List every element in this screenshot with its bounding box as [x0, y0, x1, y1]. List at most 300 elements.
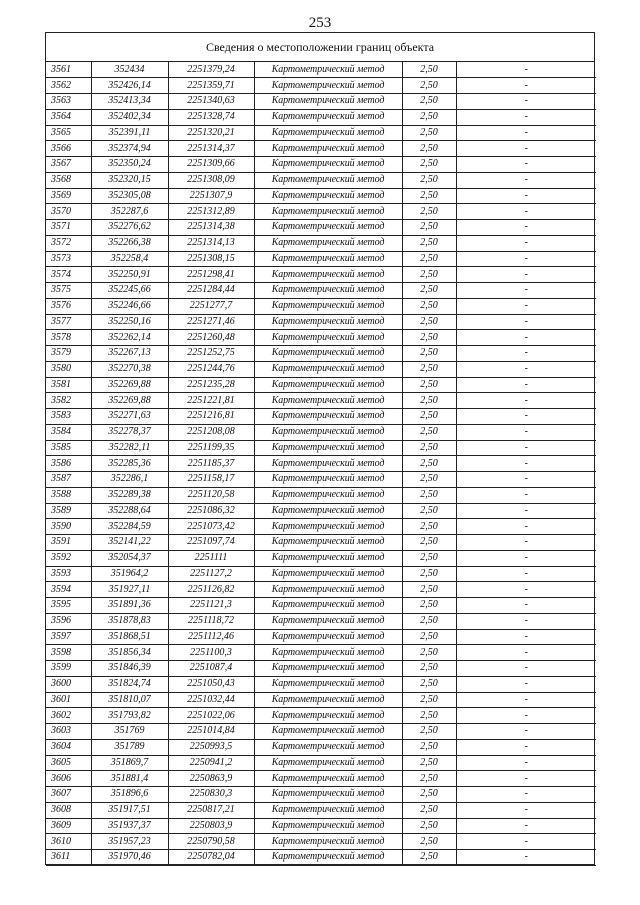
point-number-cell: 3592	[46, 550, 91, 566]
table-row	[46, 472, 596, 488]
method-cell: Картометрический метод	[254, 409, 402, 425]
accuracy-cell: 2,50	[402, 62, 456, 78]
accuracy-cell: 2,50	[402, 172, 456, 188]
point-number-cell: 3565	[46, 125, 91, 141]
table-row	[46, 314, 596, 330]
x-coordinate-cell: 352285,36	[91, 456, 168, 472]
table-row	[46, 283, 596, 299]
description-cell: -	[456, 472, 596, 488]
accuracy-cell: 2,50	[402, 818, 456, 834]
x-coordinate-cell: 352320,15	[91, 172, 168, 188]
point-number-cell: 3594	[46, 582, 91, 598]
method-cell: Картометрический метод	[254, 739, 402, 755]
table-row	[46, 267, 596, 283]
table-row	[46, 251, 596, 267]
accuracy-cell: 2,50	[402, 220, 456, 236]
table-row	[46, 346, 596, 362]
accuracy-cell: 2,50	[402, 503, 456, 519]
table-row	[46, 94, 596, 110]
description-cell: -	[456, 393, 596, 409]
method-cell: Картометрический метод	[254, 188, 402, 204]
accuracy-cell: 2,50	[402, 125, 456, 141]
y-coordinate-cell: 2251111	[168, 550, 254, 566]
point-number-cell: 3569	[46, 188, 91, 204]
point-number-cell: 3567	[46, 157, 91, 173]
x-coordinate-cell: 351793,82	[91, 708, 168, 724]
accuracy-cell: 2,50	[402, 550, 456, 566]
point-number-cell: 3570	[46, 204, 91, 220]
method-cell: Картометрический метод	[254, 346, 402, 362]
x-coordinate-cell: 352402,34	[91, 109, 168, 125]
y-coordinate-cell: 2251271,46	[168, 314, 254, 330]
description-cell: -	[456, 739, 596, 755]
accuracy-cell: 2,50	[402, 582, 456, 598]
method-cell: Картометрический метод	[254, 566, 402, 582]
y-coordinate-cell: 2250817,21	[168, 802, 254, 818]
table-row	[46, 724, 596, 740]
y-coordinate-cell: 2250941,2	[168, 755, 254, 771]
point-number-cell: 3561	[46, 62, 91, 78]
x-coordinate-cell: 352267,13	[91, 346, 168, 362]
accuracy-cell: 2,50	[402, 566, 456, 582]
description-cell: -	[456, 314, 596, 330]
method-cell: Картометрический метод	[254, 204, 402, 220]
point-number-cell: 3581	[46, 377, 91, 393]
method-cell: Картометрический метод	[254, 424, 402, 440]
point-number-cell: 3574	[46, 267, 91, 283]
table-row	[46, 629, 596, 645]
table-row	[46, 755, 596, 771]
point-number-cell: 3568	[46, 172, 91, 188]
method-cell: Картометрический метод	[254, 708, 402, 724]
point-number-cell: 3603	[46, 724, 91, 740]
y-coordinate-cell: 2251100,3	[168, 645, 254, 661]
x-coordinate-cell: 352278,37	[91, 424, 168, 440]
table-row	[46, 566, 596, 582]
method-cell: Картометрический метод	[254, 802, 402, 818]
accuracy-cell: 2,50	[402, 487, 456, 503]
x-coordinate-cell: 352276,62	[91, 220, 168, 236]
method-cell: Картометрический метод	[254, 377, 402, 393]
point-number-cell: 3609	[46, 818, 91, 834]
x-coordinate-cell: 352288,64	[91, 503, 168, 519]
x-coordinate-cell: 352287,6	[91, 204, 168, 220]
description-cell: -	[456, 834, 596, 850]
accuracy-cell: 2,50	[402, 424, 456, 440]
table-row	[46, 141, 596, 157]
y-coordinate-cell: 2251277,7	[168, 298, 254, 314]
description-cell: -	[456, 456, 596, 472]
y-coordinate-cell: 2251216,81	[168, 409, 254, 425]
table-row	[46, 802, 596, 818]
table-row	[46, 424, 596, 440]
method-cell: Картометрический метод	[254, 818, 402, 834]
x-coordinate-cell: 352413,34	[91, 94, 168, 110]
x-coordinate-cell: 351769	[91, 724, 168, 740]
table-row	[46, 692, 596, 708]
y-coordinate-cell: 2251307,9	[168, 188, 254, 204]
point-number-cell: 3572	[46, 235, 91, 251]
method-cell: Картометрический метод	[254, 629, 402, 645]
description-cell: -	[456, 787, 596, 803]
table-row	[46, 188, 596, 204]
x-coordinate-cell: 352350,24	[91, 157, 168, 173]
x-coordinate-cell: 351964,2	[91, 566, 168, 582]
description-cell: -	[456, 850, 596, 866]
point-number-cell: 3596	[46, 613, 91, 629]
x-coordinate-cell: 352434	[91, 62, 168, 78]
x-coordinate-cell: 351957,23	[91, 834, 168, 850]
accuracy-cell: 2,50	[402, 377, 456, 393]
x-coordinate-cell: 351891,36	[91, 598, 168, 614]
description-cell: -	[456, 251, 596, 267]
point-number-cell: 3604	[46, 739, 91, 755]
y-coordinate-cell: 2251314,38	[168, 220, 254, 236]
method-cell: Картометрический метод	[254, 267, 402, 283]
y-coordinate-cell: 2250782,04	[168, 850, 254, 866]
table-row	[46, 456, 596, 472]
x-coordinate-cell: 352374,94	[91, 141, 168, 157]
method-cell: Картометрический метод	[254, 787, 402, 803]
x-coordinate-cell: 352250,91	[91, 267, 168, 283]
y-coordinate-cell: 2251199,35	[168, 440, 254, 456]
method-cell: Картометрический метод	[254, 78, 402, 94]
method-cell: Картометрический метод	[254, 157, 402, 173]
table-row	[46, 739, 596, 755]
point-number-cell: 3595	[46, 598, 91, 614]
table-row	[46, 125, 596, 141]
point-number-cell: 3593	[46, 566, 91, 582]
accuracy-cell: 2,50	[402, 157, 456, 173]
y-coordinate-cell: 2250803,9	[168, 818, 254, 834]
method-cell: Картометрический метод	[254, 724, 402, 740]
x-coordinate-cell: 352426,14	[91, 78, 168, 94]
y-coordinate-cell: 2251158,17	[168, 472, 254, 488]
table-row	[46, 78, 596, 94]
x-coordinate-cell: 352266,38	[91, 235, 168, 251]
y-coordinate-cell: 2251221,81	[168, 393, 254, 409]
description-cell: -	[456, 598, 596, 614]
y-coordinate-cell: 2251309,66	[168, 157, 254, 173]
accuracy-cell: 2,50	[402, 283, 456, 299]
accuracy-cell: 2,50	[402, 94, 456, 110]
y-coordinate-cell: 2251022,06	[168, 708, 254, 724]
point-number-cell: 3602	[46, 708, 91, 724]
coordinates-table-body	[46, 62, 596, 865]
point-number-cell: 3562	[46, 78, 91, 94]
table-row	[46, 661, 596, 677]
description-cell: -	[456, 724, 596, 740]
table-row	[46, 409, 596, 425]
point-number-cell: 3580	[46, 361, 91, 377]
accuracy-cell: 2,50	[402, 519, 456, 535]
description-cell: -	[456, 582, 596, 598]
description-cell: -	[456, 487, 596, 503]
description-cell: -	[456, 566, 596, 582]
accuracy-cell: 2,50	[402, 834, 456, 850]
x-coordinate-cell: 351789	[91, 739, 168, 755]
x-coordinate-cell: 352246,66	[91, 298, 168, 314]
y-coordinate-cell: 2251121,3	[168, 598, 254, 614]
x-coordinate-cell: 351868,51	[91, 629, 168, 645]
y-coordinate-cell: 2251127,2	[168, 566, 254, 582]
point-number-cell: 3587	[46, 472, 91, 488]
accuracy-cell: 2,50	[402, 755, 456, 771]
description-cell: -	[456, 818, 596, 834]
description-cell: -	[456, 330, 596, 346]
x-coordinate-cell: 352282,11	[91, 440, 168, 456]
method-cell: Картометрический метод	[254, 109, 402, 125]
method-cell: Картометрический метод	[254, 676, 402, 692]
x-coordinate-cell: 352250,16	[91, 314, 168, 330]
point-number-cell: 3579	[46, 346, 91, 362]
table-row	[46, 787, 596, 803]
accuracy-cell: 2,50	[402, 724, 456, 740]
description-cell: -	[456, 409, 596, 425]
point-number-cell: 3605	[46, 755, 91, 771]
description-cell: -	[456, 267, 596, 283]
accuracy-cell: 2,50	[402, 251, 456, 267]
method-cell: Картометрический метод	[254, 251, 402, 267]
method-cell: Картометрический метод	[254, 598, 402, 614]
y-coordinate-cell: 2251340,63	[168, 94, 254, 110]
method-cell: Картометрический метод	[254, 692, 402, 708]
y-coordinate-cell: 2251244,76	[168, 361, 254, 377]
description-cell: -	[456, 204, 596, 220]
description-cell: -	[456, 503, 596, 519]
accuracy-cell: 2,50	[402, 472, 456, 488]
point-number-cell: 3601	[46, 692, 91, 708]
y-coordinate-cell: 2250863,9	[168, 771, 254, 787]
x-coordinate-cell: 352269,88	[91, 393, 168, 409]
x-coordinate-cell: 352054,37	[91, 550, 168, 566]
x-coordinate-cell: 351937,37	[91, 818, 168, 834]
accuracy-cell: 2,50	[402, 267, 456, 283]
description-cell: -	[456, 141, 596, 157]
x-coordinate-cell: 352269,88	[91, 377, 168, 393]
point-number-cell: 3610	[46, 834, 91, 850]
method-cell: Картометрический метод	[254, 314, 402, 330]
method-cell: Картометрический метод	[254, 834, 402, 850]
description-cell: -	[456, 235, 596, 251]
x-coordinate-cell: 351917,51	[91, 802, 168, 818]
table-row	[46, 582, 596, 598]
point-number-cell: 3598	[46, 645, 91, 661]
accuracy-cell: 2,50	[402, 78, 456, 94]
method-cell: Картометрический метод	[254, 519, 402, 535]
y-coordinate-cell: 2251284,44	[168, 283, 254, 299]
table-row	[46, 708, 596, 724]
accuracy-cell: 2,50	[402, 141, 456, 157]
description-cell: -	[456, 802, 596, 818]
y-coordinate-cell: 2251050,43	[168, 676, 254, 692]
table-row	[46, 440, 596, 456]
y-coordinate-cell: 2251320,21	[168, 125, 254, 141]
method-cell: Картометрический метод	[254, 330, 402, 346]
accuracy-cell: 2,50	[402, 802, 456, 818]
point-number-cell: 3571	[46, 220, 91, 236]
point-number-cell: 3577	[46, 314, 91, 330]
description-cell: -	[456, 377, 596, 393]
x-coordinate-cell: 351810,07	[91, 692, 168, 708]
page-number: 253	[308, 15, 332, 31]
x-coordinate-cell: 352305,08	[91, 188, 168, 204]
accuracy-cell: 2,50	[402, 409, 456, 425]
description-cell: -	[456, 62, 596, 78]
description-cell: -	[456, 613, 596, 629]
y-coordinate-cell: 2251185,37	[168, 456, 254, 472]
method-cell: Картометрический метод	[254, 456, 402, 472]
table-row	[46, 503, 596, 519]
point-number-cell: 3590	[46, 519, 91, 535]
accuracy-cell: 2,50	[402, 235, 456, 251]
description-cell: -	[456, 550, 596, 566]
table-row	[46, 377, 596, 393]
description-cell: -	[456, 692, 596, 708]
description-cell: -	[456, 157, 596, 173]
method-cell: Картометрический метод	[254, 503, 402, 519]
accuracy-cell: 2,50	[402, 708, 456, 724]
accuracy-cell: 2,50	[402, 298, 456, 314]
point-number-cell: 3584	[46, 424, 91, 440]
method-cell: Картометрический метод	[254, 440, 402, 456]
accuracy-cell: 2,50	[402, 393, 456, 409]
y-coordinate-cell: 2251260,48	[168, 330, 254, 346]
table-row	[46, 204, 596, 220]
point-number-cell: 3611	[46, 850, 91, 866]
x-coordinate-cell: 351927,11	[91, 582, 168, 598]
accuracy-cell: 2,50	[402, 361, 456, 377]
description-cell: -	[456, 298, 596, 314]
x-coordinate-cell: 352289,38	[91, 487, 168, 503]
point-number-cell: 3585	[46, 440, 91, 456]
y-coordinate-cell: 2251208,08	[168, 424, 254, 440]
y-coordinate-cell: 2251120,58	[168, 487, 254, 503]
point-number-cell: 3583	[46, 409, 91, 425]
table-row	[46, 109, 596, 125]
description-cell: -	[456, 424, 596, 440]
table-row	[46, 550, 596, 566]
method-cell: Картометрический метод	[254, 283, 402, 299]
x-coordinate-cell: 352270,38	[91, 361, 168, 377]
point-number-cell: 3586	[46, 456, 91, 472]
point-number-cell: 3582	[46, 393, 91, 409]
y-coordinate-cell: 2251118,72	[168, 613, 254, 629]
table-row	[46, 645, 596, 661]
accuracy-cell: 2,50	[402, 676, 456, 692]
accuracy-cell: 2,50	[402, 346, 456, 362]
y-coordinate-cell: 2251328,74	[168, 109, 254, 125]
table-row	[46, 393, 596, 409]
table-row	[46, 818, 596, 834]
x-coordinate-cell: 352284,59	[91, 519, 168, 535]
method-cell: Картометрический метод	[254, 298, 402, 314]
accuracy-cell: 2,50	[402, 314, 456, 330]
table-row	[46, 535, 596, 551]
accuracy-cell: 2,50	[402, 629, 456, 645]
table-row	[46, 220, 596, 236]
y-coordinate-cell: 2251126,82	[168, 582, 254, 598]
method-cell: Картометрический метод	[254, 661, 402, 677]
point-number-cell: 3608	[46, 802, 91, 818]
table-row	[46, 235, 596, 251]
point-number-cell: 3566	[46, 141, 91, 157]
y-coordinate-cell: 2251379,24	[168, 62, 254, 78]
point-number-cell: 3564	[46, 109, 91, 125]
x-coordinate-cell: 352271,63	[91, 409, 168, 425]
description-cell: -	[456, 645, 596, 661]
accuracy-cell: 2,50	[402, 109, 456, 125]
point-number-cell: 3576	[46, 298, 91, 314]
method-cell: Картометрический метод	[254, 771, 402, 787]
y-coordinate-cell: 2251314,37	[168, 141, 254, 157]
method-cell: Картометрический метод	[254, 235, 402, 251]
description-cell: -	[456, 708, 596, 724]
y-coordinate-cell: 2251087,4	[168, 661, 254, 677]
accuracy-cell: 2,50	[402, 645, 456, 661]
table-row	[46, 330, 596, 346]
accuracy-cell: 2,50	[402, 598, 456, 614]
point-number-cell: 3575	[46, 283, 91, 299]
method-cell: Картометрический метод	[254, 393, 402, 409]
description-cell: -	[456, 78, 596, 94]
coordinates-table	[46, 62, 596, 866]
y-coordinate-cell: 2250993,5	[168, 739, 254, 755]
point-number-cell: 3591	[46, 535, 91, 551]
point-number-cell: 3597	[46, 629, 91, 645]
accuracy-cell: 2,50	[402, 440, 456, 456]
method-cell: Картометрический метод	[254, 613, 402, 629]
y-coordinate-cell: 2251235,28	[168, 377, 254, 393]
y-coordinate-cell: 2250790,58	[168, 834, 254, 850]
x-coordinate-cell: 351846,39	[91, 661, 168, 677]
description-cell: -	[456, 535, 596, 551]
description-cell: -	[456, 361, 596, 377]
method-cell: Картометрический метод	[254, 645, 402, 661]
table-row	[46, 487, 596, 503]
table-row	[46, 850, 596, 866]
method-cell: Картометрический метод	[254, 62, 402, 78]
method-cell: Картометрический метод	[254, 361, 402, 377]
table-row	[46, 834, 596, 850]
y-coordinate-cell: 2251073,42	[168, 519, 254, 535]
table-row	[46, 613, 596, 629]
table-row	[46, 361, 596, 377]
y-coordinate-cell: 2251112,46	[168, 629, 254, 645]
description-cell: -	[456, 220, 596, 236]
point-number-cell: 3600	[46, 676, 91, 692]
x-coordinate-cell: 352262,14	[91, 330, 168, 346]
y-coordinate-cell: 2251252,75	[168, 346, 254, 362]
method-cell: Картометрический метод	[254, 472, 402, 488]
point-number-cell: 3607	[46, 787, 91, 803]
x-coordinate-cell: 352391,11	[91, 125, 168, 141]
y-coordinate-cell: 2251308,09	[168, 172, 254, 188]
x-coordinate-cell: 352245,66	[91, 283, 168, 299]
table-row	[46, 519, 596, 535]
x-coordinate-cell: 351856,34	[91, 645, 168, 661]
y-coordinate-cell: 2251097,74	[168, 535, 254, 551]
accuracy-cell: 2,50	[402, 787, 456, 803]
table-row	[46, 157, 596, 173]
y-coordinate-cell: 2251314,13	[168, 235, 254, 251]
table-row	[46, 62, 596, 78]
table-row	[46, 771, 596, 787]
x-coordinate-cell: 351970,46	[91, 850, 168, 866]
description-cell: -	[456, 755, 596, 771]
accuracy-cell: 2,50	[402, 771, 456, 787]
y-coordinate-cell: 2251298,41	[168, 267, 254, 283]
